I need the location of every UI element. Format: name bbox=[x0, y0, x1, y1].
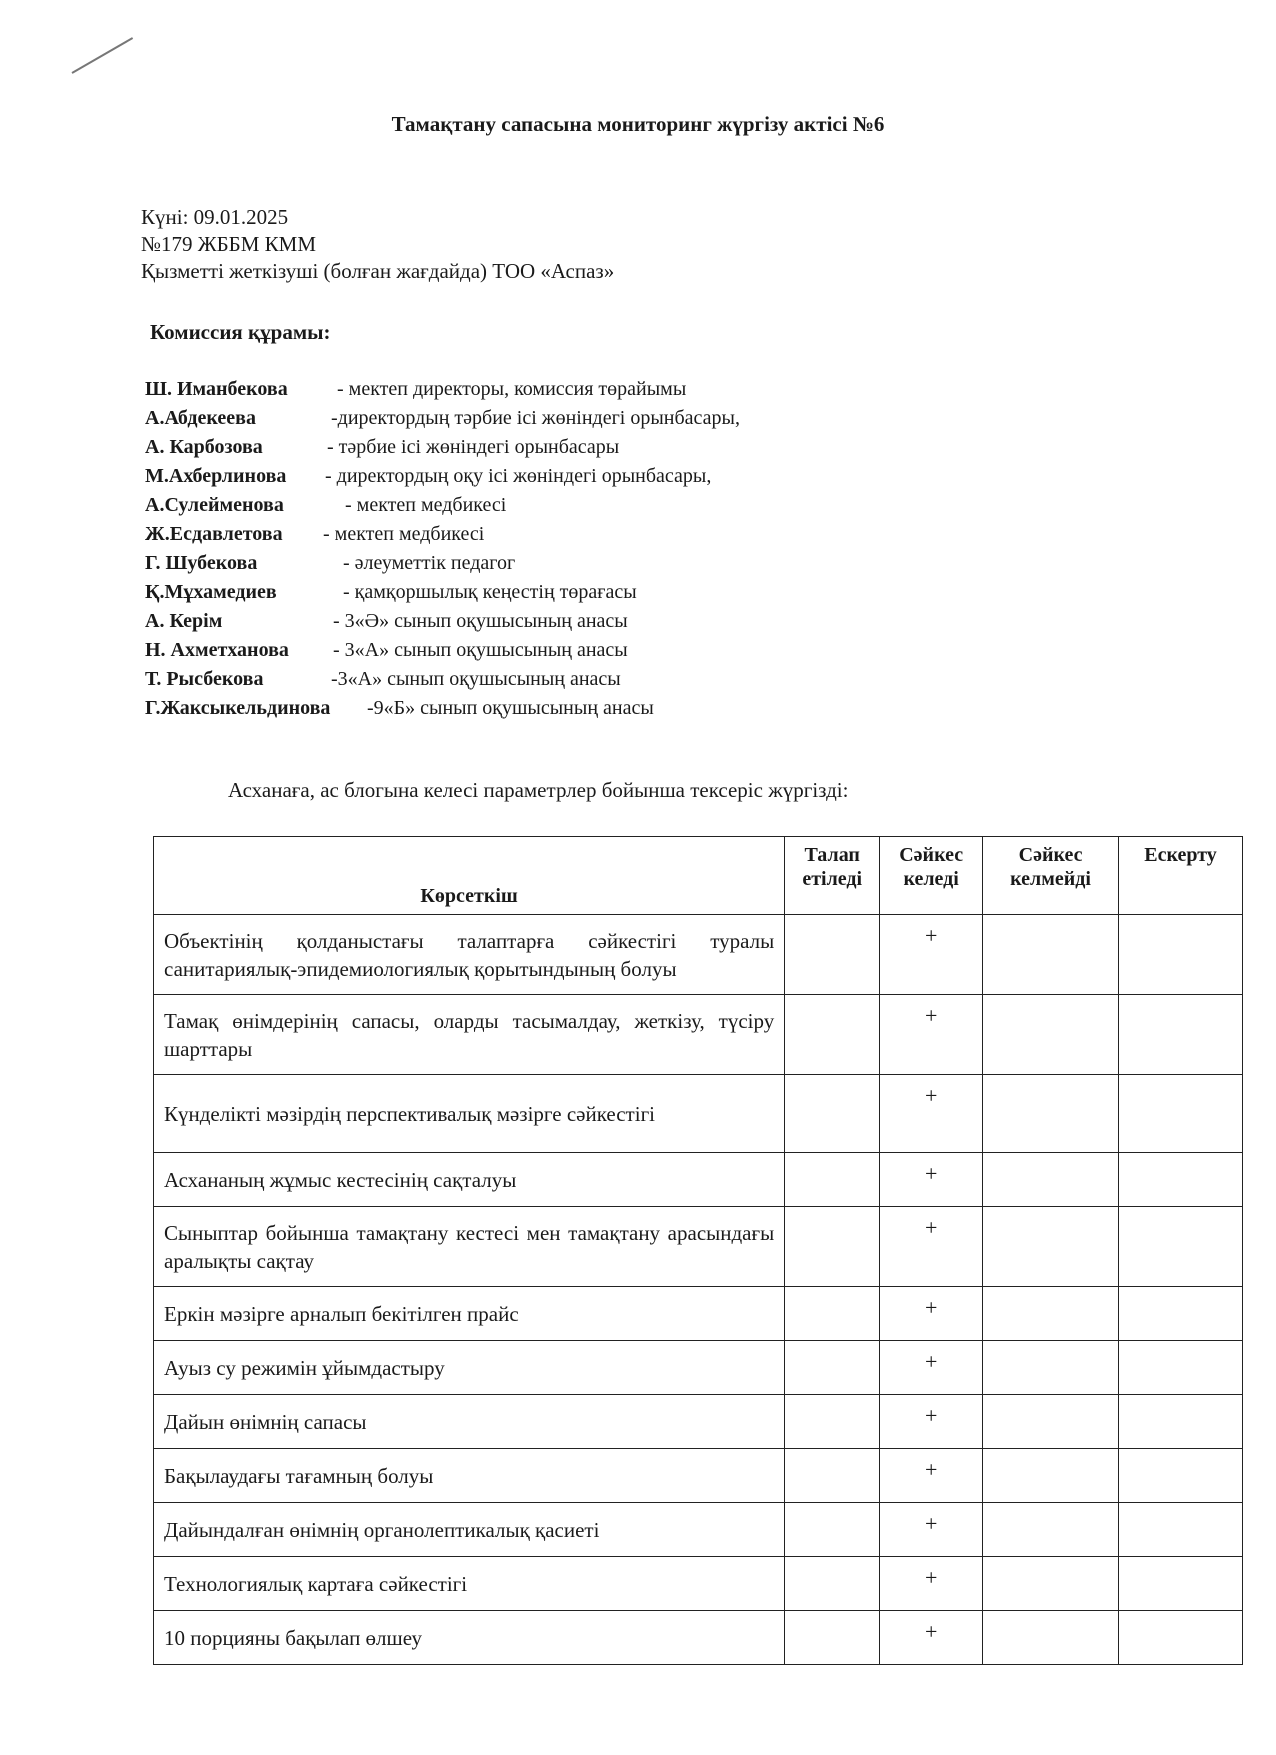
indicator-cell: Асхананың жұмыс кестесінің сақталуы bbox=[154, 1153, 785, 1207]
header-compliant: Сәйкес келеді bbox=[880, 837, 983, 915]
non-compliant-cell bbox=[983, 1075, 1119, 1153]
table-row bbox=[154, 1395, 1243, 1449]
note-cell bbox=[1119, 1503, 1243, 1557]
non-compliant-cell bbox=[983, 1395, 1119, 1449]
member-role: - директордың оқу ісі жөніндегі орынбасары, bbox=[325, 465, 712, 487]
member-name: Ж.Есдавлетова bbox=[145, 523, 283, 545]
table-row bbox=[154, 995, 1243, 1075]
non-compliant-cell bbox=[983, 1503, 1119, 1557]
table-row bbox=[154, 1557, 1243, 1611]
non-compliant-cell bbox=[983, 1557, 1119, 1611]
header-note: Ескерту bbox=[1119, 837, 1243, 915]
indicator-cell: Бақылаудағы тағамның болуы bbox=[154, 1449, 785, 1503]
required-cell bbox=[785, 1153, 880, 1207]
note-cell bbox=[1119, 1449, 1243, 1503]
required-cell bbox=[785, 1449, 880, 1503]
compliant-cell: + bbox=[880, 1341, 983, 1395]
member-role: - әлеуметтік педагог bbox=[343, 552, 516, 574]
member-name: Ш. Иманбекова bbox=[145, 378, 288, 400]
required-cell bbox=[785, 1287, 880, 1341]
indicator-cell: Дайындалған өнімнің органолептикалық қасиеті bbox=[154, 1503, 785, 1557]
compliant-cell: + bbox=[880, 1557, 983, 1611]
member-role: - 3«Ә» сынып оқушысының анасы bbox=[333, 610, 628, 632]
note-cell bbox=[1119, 1075, 1243, 1153]
compliant-cell: + bbox=[880, 1611, 983, 1665]
non-compliant-cell bbox=[983, 1449, 1119, 1503]
member-name: Қ.Мұхамедиев bbox=[145, 581, 277, 603]
required-cell bbox=[785, 1395, 880, 1449]
note-cell bbox=[1119, 1207, 1243, 1287]
provider-line: Қызметті жеткізуші (болған жағдайда) ТОО «Аспаз» bbox=[141, 259, 615, 283]
note-cell bbox=[1119, 1341, 1243, 1395]
school-line: №179 ЖББМ КММ bbox=[141, 232, 316, 256]
member-name: Н. Ахметханова bbox=[145, 639, 289, 661]
compliant-cell: + bbox=[880, 915, 983, 995]
table-row bbox=[154, 1503, 1243, 1557]
table-row bbox=[154, 1341, 1243, 1395]
non-compliant-cell bbox=[983, 995, 1119, 1075]
table-header-row bbox=[154, 837, 1243, 915]
compliant-cell: + bbox=[880, 1503, 983, 1557]
non-compliant-cell bbox=[983, 1287, 1119, 1341]
table-row bbox=[154, 1287, 1243, 1341]
required-cell bbox=[785, 1341, 880, 1395]
header-required: Талап етіледі bbox=[785, 837, 880, 915]
table-row bbox=[154, 1449, 1243, 1503]
inspection-table bbox=[153, 836, 1243, 1665]
note-cell bbox=[1119, 1395, 1243, 1449]
member-role: - мектеп медбикесі bbox=[345, 494, 507, 516]
member-role: - қамқоршылық кеңестің төрағасы bbox=[343, 581, 637, 603]
inspection-intro: Асханаға, ас блогына келесі параметрлер бойынша тексеріс жүргізді: bbox=[228, 778, 849, 802]
non-compliant-cell bbox=[983, 1341, 1119, 1395]
header-non-compliant: Сәйкес келмейді bbox=[983, 837, 1119, 915]
required-cell bbox=[785, 995, 880, 1075]
compliant-cell: + bbox=[880, 995, 983, 1075]
indicator-cell: Дайын өнімнің сапасы bbox=[154, 1395, 785, 1449]
member-name: А.Сулейменова bbox=[145, 494, 284, 516]
member-role: -директордың тәрбие ісі жөніндегі орынбасары, bbox=[331, 407, 740, 429]
non-compliant-cell bbox=[983, 1153, 1119, 1207]
non-compliant-cell bbox=[983, 1207, 1119, 1287]
required-cell bbox=[785, 1075, 880, 1153]
member-name: Г.Жаксыкельдинова bbox=[145, 697, 331, 719]
indicator-cell: Еркін мәзірге арналып бекітілген прайс bbox=[154, 1287, 785, 1341]
required-cell bbox=[785, 1207, 880, 1287]
table-row bbox=[154, 1207, 1243, 1287]
member-name: Т. Рысбекова bbox=[145, 668, 264, 690]
note-cell bbox=[1119, 1287, 1243, 1341]
required-cell bbox=[785, 1557, 880, 1611]
table-row bbox=[154, 915, 1243, 995]
scan-pen-mark bbox=[72, 37, 134, 74]
member-name: А.Абдекеева bbox=[145, 407, 256, 429]
non-compliant-cell bbox=[983, 1611, 1119, 1665]
indicator-cell: Ауыз су режимін ұйымдастыру bbox=[154, 1341, 785, 1395]
indicator-cell: Тамақ өнімдерінің сапасы, оларды тасымалдау, жеткізу, түсіру шарттары bbox=[154, 995, 785, 1075]
indicator-cell: Объектінің қолданыстағы талаптарға сәйкестігі туралы санитариялық-эпидемиологиялық қорытындының болуы bbox=[154, 915, 785, 995]
compliant-cell: + bbox=[880, 1395, 983, 1449]
member-name: А. Карбозова bbox=[145, 436, 263, 458]
note-cell bbox=[1119, 1557, 1243, 1611]
compliant-cell: + bbox=[880, 1075, 983, 1153]
note-cell bbox=[1119, 995, 1243, 1075]
member-role: -3«А» сынып оқушысының анасы bbox=[331, 668, 621, 690]
member-name: А. Керім bbox=[145, 610, 223, 632]
compliant-cell: + bbox=[880, 1449, 983, 1503]
note-cell bbox=[1119, 1611, 1243, 1665]
indicator-cell: Күнделікті мәзірдің перспективалық мәзірге сәйкестігі bbox=[154, 1075, 785, 1153]
header-indicator: Көрсеткіш bbox=[154, 837, 785, 915]
document-title: Тамақтану сапасына мониторинг жүргізу актісі №6 bbox=[391, 112, 885, 136]
table-row bbox=[154, 1075, 1243, 1153]
required-cell bbox=[785, 915, 880, 995]
member-role: -9«Б» сынып оқушысының анасы bbox=[367, 697, 654, 719]
member-role: - мектеп медбикесі bbox=[323, 523, 485, 545]
indicator-cell: Технологиялық картаға сәйкестігі bbox=[154, 1557, 785, 1611]
compliant-cell: + bbox=[880, 1287, 983, 1341]
indicator-cell: Сыныптар бойынша тамақтану кестесі мен тамақтану арасындағы аралықты сақтау bbox=[154, 1207, 785, 1287]
date-line: Күні: 09.01.2025 bbox=[141, 205, 289, 229]
member-name: М.Ахберлинова bbox=[145, 465, 287, 487]
non-compliant-cell bbox=[983, 915, 1119, 995]
compliant-cell: + bbox=[880, 1153, 983, 1207]
table-row bbox=[154, 1611, 1243, 1665]
required-cell bbox=[785, 1611, 880, 1665]
document-meta bbox=[141, 204, 614, 285]
member-name: Г. Шубекова bbox=[145, 552, 258, 574]
required-cell bbox=[785, 1503, 880, 1557]
member-role: - мектеп директоры, комиссия төрайымы bbox=[337, 378, 687, 400]
commission-heading: Комиссия құрамы: bbox=[150, 320, 331, 344]
compliant-cell: + bbox=[880, 1207, 983, 1287]
table-row bbox=[154, 1153, 1243, 1207]
note-cell bbox=[1119, 915, 1243, 995]
member-role: - 3«А» сынып оқушысының анасы bbox=[333, 639, 628, 661]
indicator-cell: 10 порцияны бақылап өлшеу bbox=[154, 1611, 785, 1665]
note-cell bbox=[1119, 1153, 1243, 1207]
member-role: - тәрбие ісі жөніндегі орынбасары bbox=[327, 436, 620, 458]
